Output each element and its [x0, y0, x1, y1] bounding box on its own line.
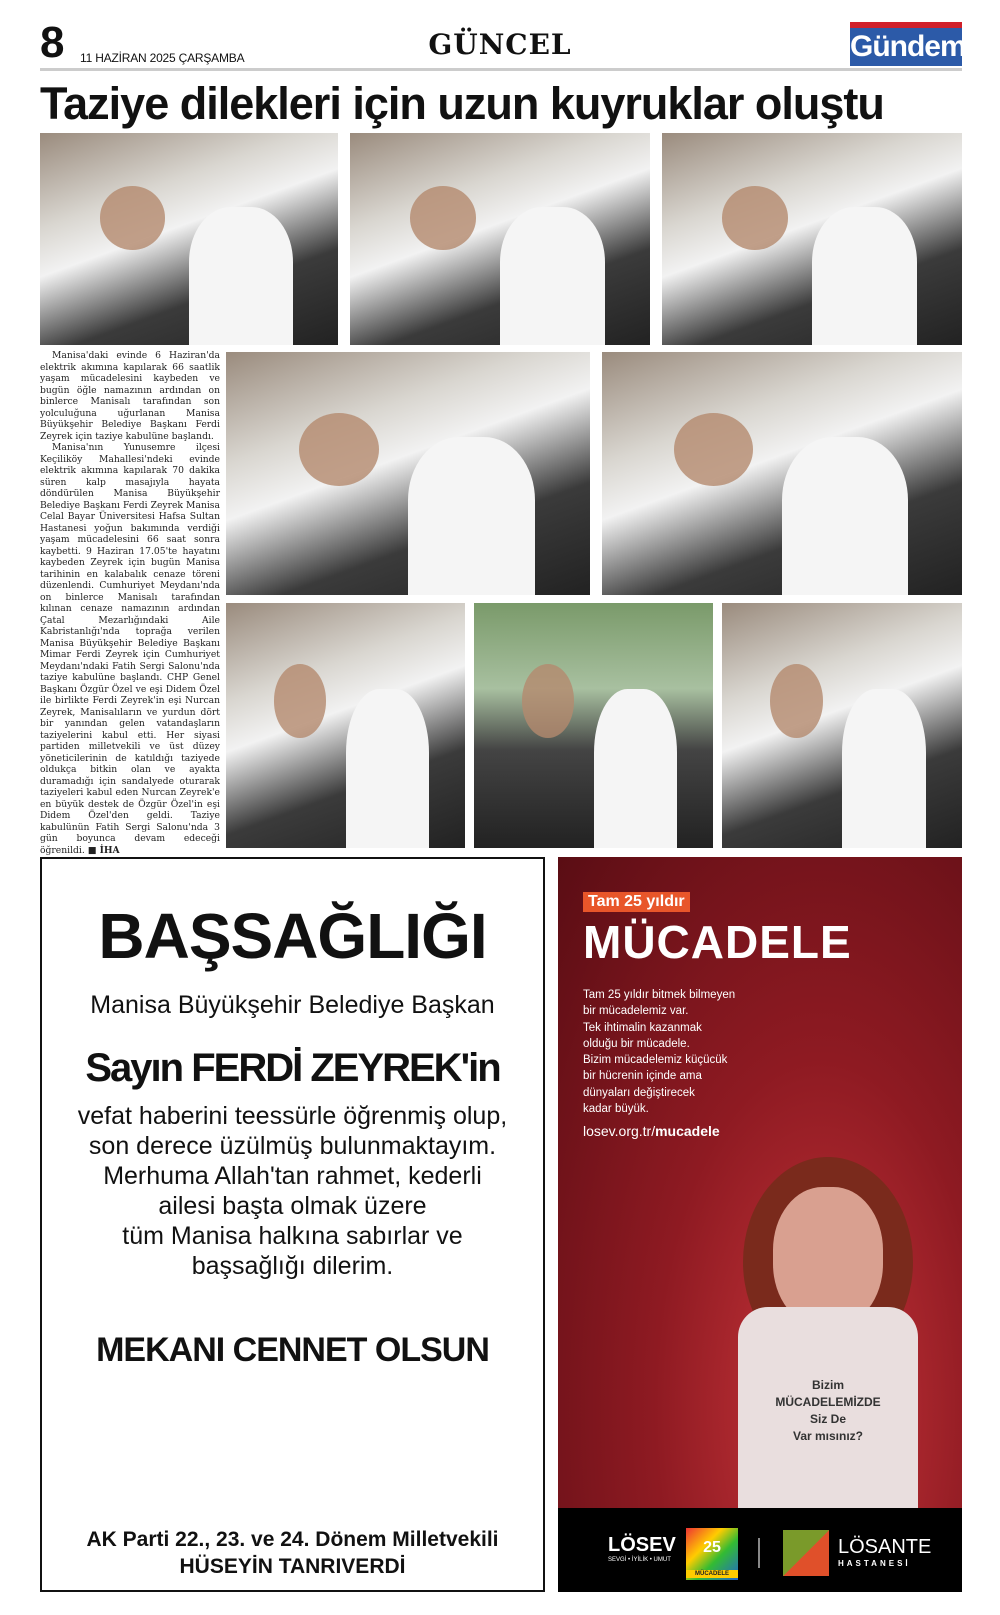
ad-footer	[558, 1508, 962, 1592]
article-photo	[350, 133, 650, 345]
losante-sub: HASTANESİ	[838, 1559, 911, 1568]
badge-label: MÜCADELE	[686, 1570, 738, 1578]
condolence-closing: MEKANI CENNET OLSUN	[96, 1331, 489, 1369]
copy-line: bir hücrenin içinde ama	[583, 1070, 702, 1083]
article-body	[40, 350, 220, 856]
child-face	[773, 1187, 883, 1327]
article-paragraph	[40, 442, 220, 856]
newspaper-logo: Gündem	[850, 22, 962, 66]
article-photo	[226, 603, 465, 848]
copy-line: olduğu bir mücadele.	[583, 1037, 690, 1050]
shirt-text: MÜCADELEMİZDE	[775, 1395, 881, 1409]
copy-line: dünyaları değiştirecek	[583, 1086, 695, 1099]
losev-logo	[608, 1534, 676, 1563]
message-line: başsağlığı dilerim.	[191, 1252, 394, 1280]
article-paragraph-text: Manisa'nın Yunusemre ilçesi Keçiliköy Mahallesi'ndeki evinde elektrik akımına kapılarak 70 dakika süren kalp masajıyla hayata döndürülen Manisa Büyükşehir Belediye Başkanı Ferdi Zeyrek Manisa Celal Bayar Üniversitesi Hafsa Sultan Hastanesi yoğun bakımında verdiği yaşam mücadelesini 66 saat sonra kaybetti. 9 Haziran 17.05'te hayatını kaybeden Zeyrek için bugün Manisa tarihinin en kalabalık cenaze töreni düzenlendi. Cumhuriyet Meydanı'nda on binlerce Manisalı tarafından kılınan cenaze namazının ardından Çatal Mezarlığındaki Aile Kabristanlığı'nda toprağa verilen Manisa Büyükşehir Belediye Başkanı Mimar Ferdi Zeyrek için Cumhuriyet Meydanı'ndaki Fatih Sergi Salonu'nda taziye kabulüne başlandı. CHP Genel Başkanı Özgür Özel ve eşi Didem Özel ile birlikte Ferdi Zeyrek'in eşi Nurcan Zeyrek, Manisalıların ve yurdun dört bir yanından gelen vatandaşların taziyelerini kabul etti. Her siyasi partiden milletvekili ve üst düzey yöneticilerinin de katıldığı taziyede oldukça bitkin olan ve ayakta duramadığı için sandalyede oturarak taziyeleri kabul eden Nurcan Zeyrek'e en büyük destek de Özgür Özel'in eşi Didem Özel'den geldi. Taziye kabulünün Fatih Sergi Salonu'nda 3 gün boyunca devam edeceği öğrenildi.	[40, 442, 220, 856]
copy-line: bir mücadelemiz var.	[583, 1005, 689, 1018]
losev-tagline: SEVGİ • İYİLİK • UMUT	[608, 1557, 671, 1563]
child-photo	[723, 1157, 933, 1537]
signer-name: HÜSEYİN TANRIVERDİ	[179, 1555, 406, 1578]
issue-date: 11 HAZİRAN 2025 ÇARŞAMBA	[80, 51, 245, 65]
message-line: ailesi başta olmak üzere	[158, 1192, 427, 1220]
losante-title: LÖSANTE	[838, 1536, 932, 1558]
condolence-message	[42, 1101, 543, 1281]
losev-ad	[558, 857, 962, 1592]
article-photo	[474, 603, 713, 848]
logo-divider	[758, 1538, 760, 1568]
condolence-signer	[42, 1526, 543, 1580]
article-headline: Taziye dilekleri için uzun kuyruklar oluştu	[40, 78, 884, 129]
copy-line: Bizim mücadelemiz küçücük	[583, 1054, 728, 1067]
url-prefix: losev.org.tr/	[583, 1123, 656, 1139]
ad-headline: MÜCADELE	[583, 916, 852, 968]
article-photo	[40, 133, 338, 345]
section-title: GÜNCEL	[428, 28, 572, 61]
copy-line: kadar büyük.	[583, 1103, 649, 1116]
condolence-title: BAŞSAĞLIĞI	[98, 900, 487, 972]
copy-line: Tek ihtimalin kazanmak	[583, 1021, 702, 1034]
ad-url[interactable]	[583, 1123, 720, 1139]
page-number: 8	[40, 18, 65, 67]
article-photo	[662, 133, 962, 345]
shirt-text: Bizim	[811, 1378, 844, 1392]
shirt-text: Var mısınız?	[792, 1429, 864, 1443]
copy-line: Tam 25 yıldır bitmek bilmeyen	[583, 989, 736, 1001]
condolence-ad	[40, 857, 545, 1592]
url-path: mucadele	[655, 1123, 720, 1139]
message-line: tüm Manisa halkına sabırlar ve	[122, 1222, 463, 1250]
article-photo	[722, 603, 962, 848]
condolence-subtitle: Manisa Büyükşehir Belediye Başkan	[90, 991, 495, 1019]
ad-copy	[583, 987, 735, 1117]
signer-title: AK Parti 22., 23. ve 24. Dönem Milletvekili	[86, 1528, 499, 1551]
losev-name: LÖSEV	[608, 1534, 676, 1556]
header-rule	[40, 68, 962, 71]
article-paragraph: Manisa'daki evinde 6 Haziran'da elektrik akımına kapılarak 66 saatlik yaşam mücadelesini kaybeden ve bugün öğle namazının ardından on binlerce Manisalı tarafından son yolculuğuna uğurlanan Manisa Büyükşehir Belediye Başkanı Ferdi Zeyrek için taziye kabulüne başlandı.	[40, 350, 220, 442]
25-year-badge-icon	[686, 1528, 738, 1580]
badge-number: 25	[703, 1539, 721, 1556]
article-photo	[602, 352, 962, 595]
article-photo	[226, 352, 590, 595]
losante-name	[838, 1536, 931, 1568]
shirt-text: Siz De	[809, 1412, 846, 1426]
losante-logo-icon	[783, 1530, 829, 1576]
child-shirt	[738, 1307, 918, 1537]
message-line: Merhuma Allah'tan rahmet, kederli	[103, 1162, 482, 1190]
article-source: ■ İHA	[87, 844, 120, 856]
message-line: vefat haberini teessürle öğrenmiş olup,	[77, 1102, 508, 1130]
condolence-name: Sayın FERDİ ZEYREK'in	[85, 1046, 500, 1090]
message-line: son derece üzülmüş bulunmaktayım.	[88, 1132, 497, 1160]
ad-tag: Tam 25 yıldır	[583, 892, 690, 912]
